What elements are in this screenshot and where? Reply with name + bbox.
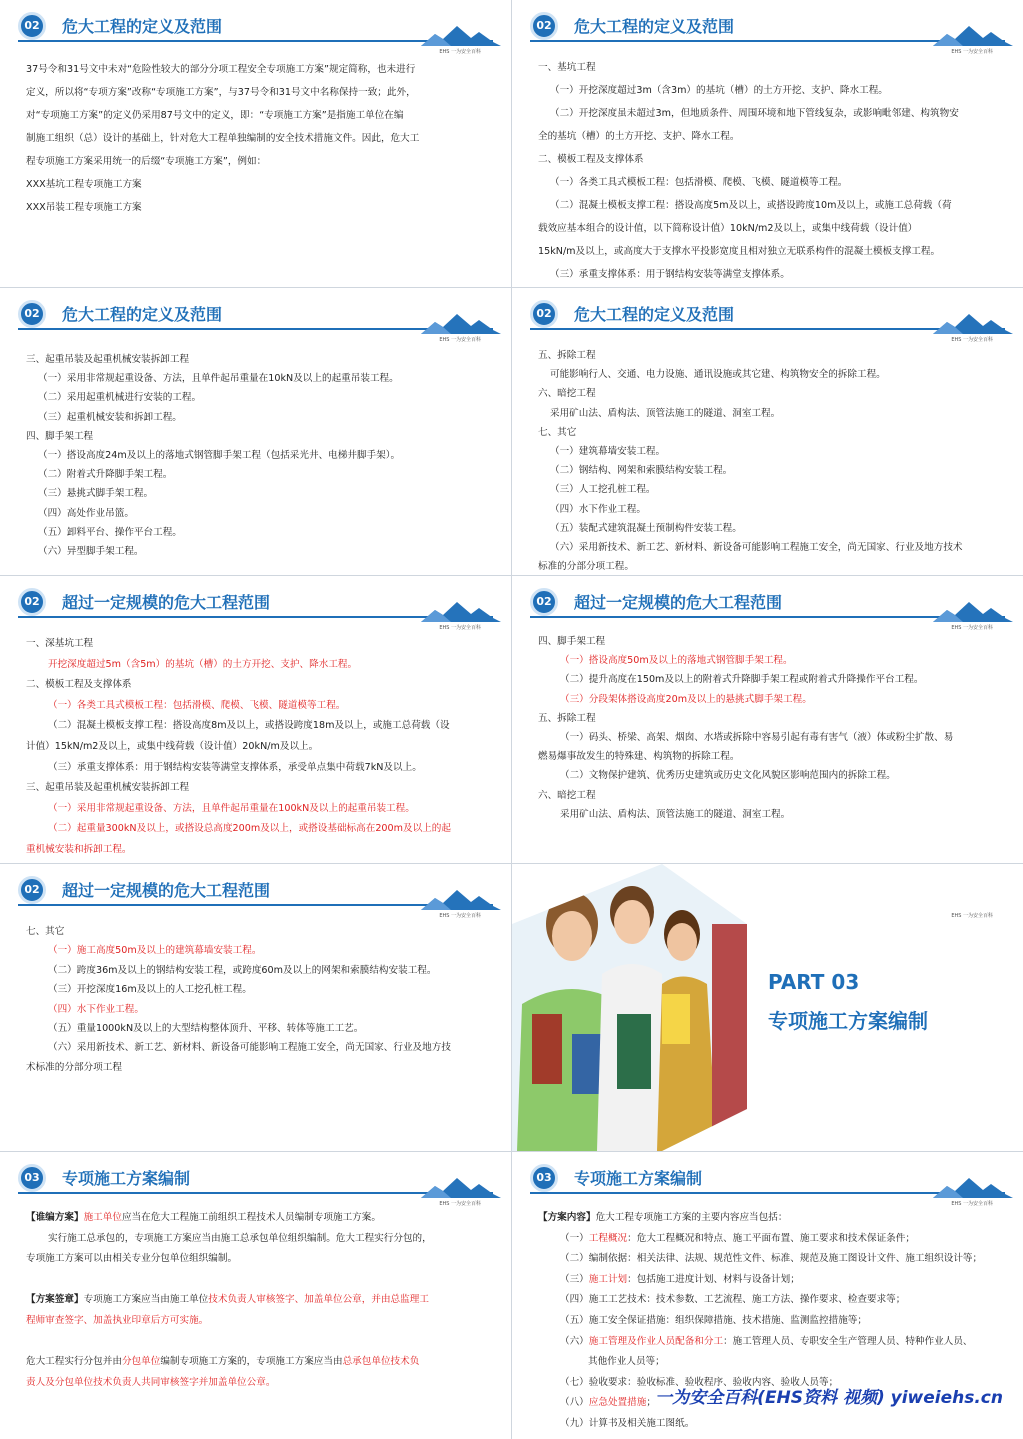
slide	[512, 0, 1023, 287]
text-line: （五）装配式建筑混凝土预制构件安装工程。	[550, 522, 742, 534]
part-subtitle: 专项施工方案编制	[768, 1009, 928, 1033]
text-span: ：危大工程概况和特点、施工平面布置、施工要求和技术保证条件；	[627, 1232, 915, 1244]
text-line	[538, 1208, 1003, 1229]
text-span: 技术负责人审核签字、加盖单位公章，并由总监理工	[208, 1294, 429, 1306]
text-line: 载效应基本组合的设计值，以下简称设计值）10kN/m2及以上，或集中线荷载（设计值）	[538, 223, 918, 234]
brand-logo: EHS 一为安全百科	[439, 913, 481, 919]
text-line: 六、暗挖工程	[538, 388, 596, 400]
text-line: （三）承重支撑体系：用于钢结构安装等满堂支撑体系。	[550, 269, 790, 280]
text-line: （一）采用非常规起重设备、方法，且单件起吊重量在10kN及以上的起重吊装工程。	[38, 373, 399, 385]
slide-title: 危大工程的定义及范围	[574, 305, 735, 324]
brand-logo: EHS 一为安全百科	[439, 625, 481, 631]
text-line	[26, 1352, 491, 1373]
brand-logo: EHS 一为安全百科	[439, 337, 481, 343]
text-line: 七、其它	[538, 426, 577, 438]
slide	[0, 1152, 511, 1439]
slide-title: 超过一定规模的危大工程范围	[574, 593, 783, 612]
section-number-badge: 02	[18, 300, 46, 328]
section-number-badge: 03	[18, 1164, 46, 1192]
text-span: 【方案内容】	[538, 1212, 596, 1223]
watermark-text: 一为安全百科(EHS资料 视频) yiweiehs.cn	[655, 1388, 1003, 1408]
text-line: （二）采用起重机械进行安装的工程。	[38, 392, 202, 404]
text-line: （一）搭设高度50m及以上的落地式钢管脚手架工程。	[560, 655, 793, 667]
slide-title: 专项施工方案编制	[62, 1169, 191, 1188]
text-line: 责人及分包单位技术负责人共同审核签字并加盖单位公章。	[26, 1376, 276, 1388]
slide	[0, 864, 511, 1151]
slide-title: 超过一定规模的危大工程范围	[62, 881, 271, 900]
text-span: 应当在危大工程施工前组织工程技术人员编制专项施工方案。	[121, 1212, 381, 1223]
slide	[512, 288, 1023, 575]
text-line: 采用矿山法、盾构法、顶管法施工的隧道、洞室工程。	[560, 808, 791, 820]
text-line: 五、拆除工程	[538, 712, 596, 724]
text-line	[26, 1332, 491, 1353]
text-line	[26, 1290, 491, 1311]
text-span: 施工单位	[83, 1212, 122, 1223]
text-line: 五、拆除工程	[538, 350, 596, 361]
text-line: （二）提升高度在150m及以上的附着式升降脚手架工程或附着式升降操作平台工程。	[560, 674, 924, 686]
mountain-icon	[933, 24, 1013, 50]
slide-title: 超过一定规模的危大工程范围	[62, 593, 271, 612]
slide-body	[26, 634, 491, 861]
text-line: （三）承重支撑体系：用于钢结构安装等满堂支撑体系，承受单点集中荷载7kN及以上。	[48, 761, 422, 773]
text-line: 术标准的分部分项工程	[26, 1061, 122, 1073]
text-line: 一、深基坑工程	[26, 638, 94, 649]
text-line: （五）重量1000kN及以上的大型结构整体顶升、平移、转体等施工工艺。	[48, 1023, 364, 1035]
text-line: （九）计算书及相关施工图纸。	[560, 1417, 695, 1429]
text-line: 重机械安装和拆卸工程。	[26, 843, 132, 855]
text-line: （一）开挖深度超过3m（含3m）的基坑（槽）的土方开挖、支护、降水工程。	[550, 85, 888, 96]
text-line: 六、暗挖工程	[538, 789, 596, 801]
text-span: 【谁编方案】	[26, 1212, 84, 1223]
text-span: （一）	[560, 1232, 589, 1244]
text-line: 一、基坑工程	[538, 62, 596, 73]
text-line: （一）各类工具式模板工程：包括滑模、爬模、飞模、隧道模等工程。	[550, 177, 848, 188]
text-span: 应急处置措施	[588, 1397, 647, 1409]
text-line: （一）搭设高度24m及以上的落地式钢管脚手架工程（包括采光井、电梯井脚手架）。	[38, 450, 401, 462]
text-line: 二、模板工程及支撑体系	[26, 679, 132, 691]
text-line: （二）跨度36m及以上的钢结构安装工程，或跨度60m及以上的网架和索膜结构安装工程。	[48, 964, 437, 976]
brand-logo: EHS 一为安全百科	[951, 1201, 993, 1207]
text-line: 计值）15kN/m2及以上，或集中线荷载（设计值）20kN/m及以上。	[26, 740, 319, 752]
text-span: ：施工管理人员、专职安全生产管理人员、特种作业人员、	[723, 1335, 973, 1347]
text-line: （三）人工挖孔桩工程。	[550, 484, 656, 496]
text-line: 对“专项施工方案”的定义仍采用87号文中的定义，即：“专项施工方案”是指施工单位在编	[26, 110, 404, 121]
text-line: （二）编制依据：相关法律、法规、规范性文件、标准、规范及施工图设计文件、施工组织设计等；	[560, 1253, 983, 1265]
text-line: 可能影响行人、交通、电力设施、通讯设施或其它建、构筑物安全的拆除工程。	[550, 369, 886, 381]
text-span: 【方案签章】	[26, 1294, 84, 1306]
text-line: （二）混凝土模板支撑工程：搭设高度8m及以上，或搭设跨度18m及以上，或施工总荷载（设	[48, 720, 450, 732]
text-line: （二）附着式升降脚手架工程。	[38, 469, 173, 481]
slide-body	[26, 350, 491, 561]
text-span: 专项施工方案应当由施工单位	[83, 1294, 209, 1306]
mountain-icon	[421, 600, 501, 626]
slide-body	[538, 632, 1003, 824]
text-line: （六）采用新技术、新工艺、新材料、新设备可能影响工程施工安全，尚无国家、行业及地方技	[48, 1042, 451, 1054]
text-line: 定义，所以将“专项方案”改称“专项施工方案”，与37号令和31号文中名称保持一致；此外，	[26, 87, 416, 98]
text-line	[538, 1270, 1003, 1291]
brand-logo: EHS 一为安全百科	[951, 625, 993, 631]
text-line: （六）异型脚手架工程。	[38, 546, 144, 558]
text-line: 实行施工总承包的，专项施工方案应当由施工总承包单位组织编制。危大工程实行分包的，	[48, 1232, 432, 1244]
text-line: （四）高处作业吊篮。	[38, 507, 134, 519]
text-line: 四、脚手架工程	[26, 430, 94, 442]
text-span: 施工计划	[588, 1273, 628, 1285]
text-line: （二）混凝土模板支撑工程：搭设高度5m及以上，或搭设跨度10m及以上，或施工总荷载（荷	[550, 200, 952, 211]
text-line: （四）水下作业工程。	[48, 1003, 144, 1015]
text-line: 四、脚手架工程	[538, 636, 606, 647]
brand-logo: EHS 一为安全百科	[951, 49, 993, 55]
text-line: 程师审查签字、加盖执业印章后方可实施。	[26, 1314, 209, 1326]
text-line: （三）起重机械安装和拆卸工程。	[38, 411, 182, 423]
mountain-icon	[933, 312, 1013, 338]
slide-title: 危大工程的定义及范围	[62, 305, 223, 324]
text-span: ；	[646, 1397, 656, 1409]
brand-logo: EHS 一为安全百科	[951, 337, 993, 343]
slide	[0, 576, 511, 863]
text-span: 危大工程实行分包并由	[26, 1356, 122, 1368]
text-line: （三）开挖深度16m及以上的人工挖孔桩工程。	[48, 984, 252, 996]
text-line: （一）码头、桥梁、高架、烟囱、水塔或拆除中容易引起有毒有害气（液）体或粉尘扩散、易	[560, 732, 954, 744]
text-span: （三）	[560, 1273, 589, 1285]
text-line: （五）卸料平台、操作平台工程。	[38, 526, 182, 538]
brand-logo: EHS 一为安全百科	[951, 913, 993, 919]
text-line: （二）起重量300kN及以上，或搭设总高度200m及以上，或搭设基础标高在200m及以上的起	[48, 823, 451, 835]
slide-body	[26, 1208, 491, 1393]
text-line: （一）建筑幕墙安装工程。	[550, 446, 666, 458]
text-line: （三）悬挑式脚手架工程。	[38, 488, 154, 500]
text-line: 专项施工方案可以由相关专业分包单位组织编制。	[26, 1253, 238, 1265]
section-number-badge: 02	[530, 300, 558, 328]
text-line: 15kN/m及以上，或高度大于支撑水平投影宽度且相对独立无联系构件的混凝土模板支撑工程。	[538, 246, 941, 257]
text-line: （四）施工工艺技术：技术参数、工艺流程、施工方法、操作要求、检查要求等；	[560, 1294, 906, 1306]
text-line: （二）文物保护建筑、优秀历史建筑或历史文化风貌区影响范围内的拆除工程。	[560, 770, 896, 782]
text-line: XXX基坑工程专项施工方案	[26, 179, 142, 190]
text-line: 二、模板工程及支撑体系	[538, 154, 644, 165]
slide-title: 危大工程的定义及范围	[62, 17, 223, 36]
text-line: 程专项施工方案采用统一的后缀“专项施工方案”，例如：	[26, 156, 267, 167]
text-span: 总承包单位技术负	[342, 1356, 420, 1368]
section-number-badge: 03	[530, 1164, 558, 1192]
text-line: （一）施工高度50m及以上的建筑幕墙安装工程。	[48, 945, 262, 957]
text-line: （五）施工安全保证措施：组织保障措施、技术措施、监测监控措施等；	[560, 1314, 867, 1326]
section-number-badge: 02	[18, 588, 46, 616]
text-span: ：包括施工进度计划、材料与设备计划；	[627, 1273, 800, 1285]
text-line: 开挖深度超过5m（含5m）的基坑（槽）的土方开挖、支护、降水工程。	[48, 658, 358, 670]
part-label: PART 03	[768, 970, 860, 994]
slide-title: 危大工程的定义及范围	[574, 17, 735, 36]
slide-body	[26, 922, 491, 1077]
text-line	[26, 1270, 491, 1291]
text-line: 七、其它	[26, 926, 65, 937]
text-line: （四）水下作业工程。	[550, 503, 646, 515]
text-line: （一）采用非常规起重设备、方法，且单件起吊重量在100kN及以上的起重吊装工程。	[48, 802, 415, 814]
text-line: （三）分段架体搭设高度20m及以上的悬挑式脚手架工程。	[560, 693, 812, 705]
text-span: 编制专项施工方案的，专项施工方案应当由	[160, 1356, 343, 1368]
text-line: （七）验收要求：验收标准、验收程序、验收内容、验收人员等；	[560, 1376, 839, 1388]
mountain-icon	[933, 600, 1013, 626]
text-line	[538, 1229, 1003, 1250]
text-line: XXX吊装工程专项施工方案	[26, 202, 142, 213]
text-line: 三、起重吊装及起重机械安装拆卸工程	[26, 354, 190, 365]
section-number-badge: 02	[530, 12, 558, 40]
text-line: 三、起重吊装及起重机械安装拆卸工程	[26, 782, 190, 794]
text-span: 工程概况	[588, 1232, 628, 1244]
section-number-badge: 02	[18, 12, 46, 40]
text-line	[538, 1332, 1003, 1353]
text-span: 危大工程专项施工方案的主要内容应当包括：	[595, 1212, 788, 1223]
text-line: 采用矿山法、盾构法、顶管法施工的隧道、洞室工程。	[550, 407, 781, 419]
section-number-badge: 02	[18, 876, 46, 904]
mountain-icon	[421, 24, 501, 50]
text-line: （一）各类工具式模板工程：包括滑模、爬模、飞模、隧道模等工程。	[48, 699, 346, 711]
mountain-icon	[421, 888, 501, 914]
text-line: 全的基坑（槽）的土方开挖、支护、降水工程。	[538, 131, 740, 142]
slide-title: 专项施工方案编制	[574, 1169, 703, 1188]
text-line: （二）钢结构、网架和索膜结构安装工程。	[550, 465, 733, 477]
brand-logo: EHS 一为安全百科	[439, 1201, 481, 1207]
slide-body	[538, 56, 1003, 286]
text-span: （八）	[560, 1397, 589, 1409]
slide-body	[538, 346, 1003, 575]
text-line: 标准的分部分项工程。	[538, 561, 634, 573]
text-span: 分包单位	[121, 1356, 161, 1368]
text-line: （六）采用新技术、新工艺、新材料、新设备可能影响工程施工安全，尚无国家、行业及地方技术	[550, 542, 963, 554]
mountain-icon	[421, 1176, 501, 1202]
text-line	[26, 1208, 491, 1229]
section-number-badge: 02	[530, 588, 558, 616]
text-line: 37号令和31号文中未对“危险性较大的部分分项工程安全专项施工方案”规定简称，也未进行	[26, 64, 416, 75]
slide	[512, 576, 1023, 863]
brand-logo: EHS 一为安全百科	[439, 49, 481, 55]
mountain-icon	[421, 312, 501, 338]
text-line: 燃易爆事故发生的特殊建、构筑物的拆除工程。	[538, 751, 740, 763]
mountain-icon	[933, 1176, 1013, 1202]
text-span: 施工管理及作业人员配备和分工	[588, 1335, 724, 1347]
text-line: （二）开挖深度虽未超过3m，但地质条件、周围环境和地下管线复杂，或影响毗邻建、构筑物安	[550, 108, 959, 119]
text-line: 制施工组织（总）设计的基础上，针对危大工程单独编制的安全技术措施文件。因此，危大工	[26, 133, 420, 144]
text-line: 其他作业人员等；	[588, 1356, 665, 1368]
slide	[0, 288, 511, 575]
text-span: （六）	[560, 1335, 589, 1347]
slide	[0, 0, 511, 287]
slide-body	[26, 58, 491, 219]
